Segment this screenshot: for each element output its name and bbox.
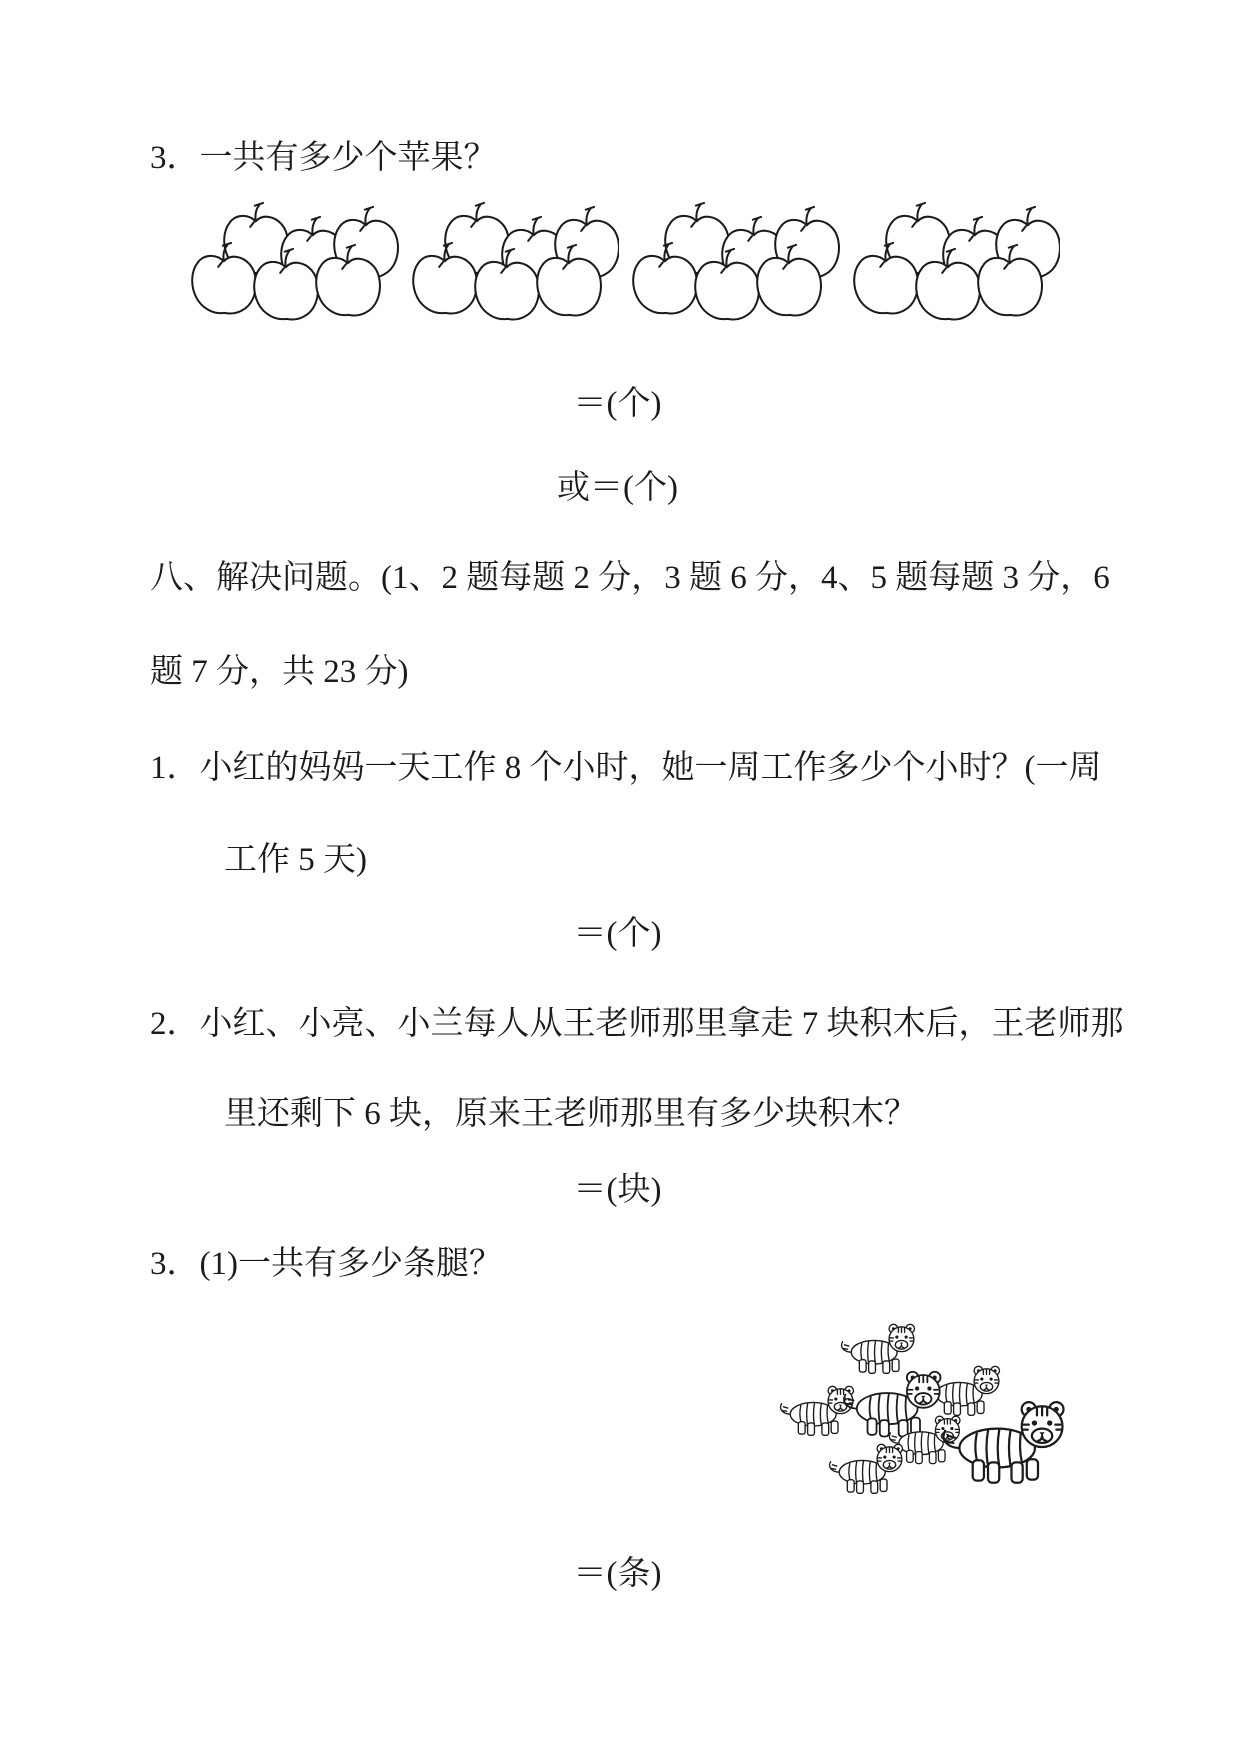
tiger-group: [740, 1300, 1100, 1530]
apple-group: [840, 198, 1061, 330]
apples-answer-blank-alt: 或＝(个): [557, 470, 678, 506]
section-eight-header-line2: 题 7 分，共 23 分): [150, 654, 409, 690]
problem1-line1: 1．小红的妈妈一天工作 8 个小时，她一周工作多少个小时？(一周: [150, 750, 1102, 786]
apple-group: [178, 198, 399, 330]
apples-answer-blank: ＝(个): [573, 386, 662, 422]
problem2-line2: 里还剩下 6 块，原来王老师那里有多少块积木？: [224, 1096, 917, 1132]
question-apples-label: 3．一共有多少个苹果？: [150, 140, 497, 176]
apple-group: [399, 198, 620, 330]
apples-illustration: [178, 198, 1060, 333]
problem2-answer-blank: ＝(块): [573, 1172, 662, 1208]
problem1-answer-blank: ＝(个): [573, 916, 662, 952]
problem2-line1: 2．小红、小亮、小兰每人从王老师那里拿走 7 块积木后，王老师那: [150, 1006, 1124, 1042]
apple-group: [619, 198, 840, 330]
problem3-answer-blank: ＝(条): [573, 1556, 662, 1592]
section-eight-header-line1: 八、解决问题。(1、2 题每题 2 分，3 题 6 分，4、5 题每题 3 分，6: [150, 560, 1110, 596]
problem3-line1: 3．(1)一共有多少条腿？: [150, 1246, 502, 1282]
tigers-illustration: [740, 1300, 1100, 1530]
problem1-line2: 工作 5 天): [224, 842, 367, 878]
